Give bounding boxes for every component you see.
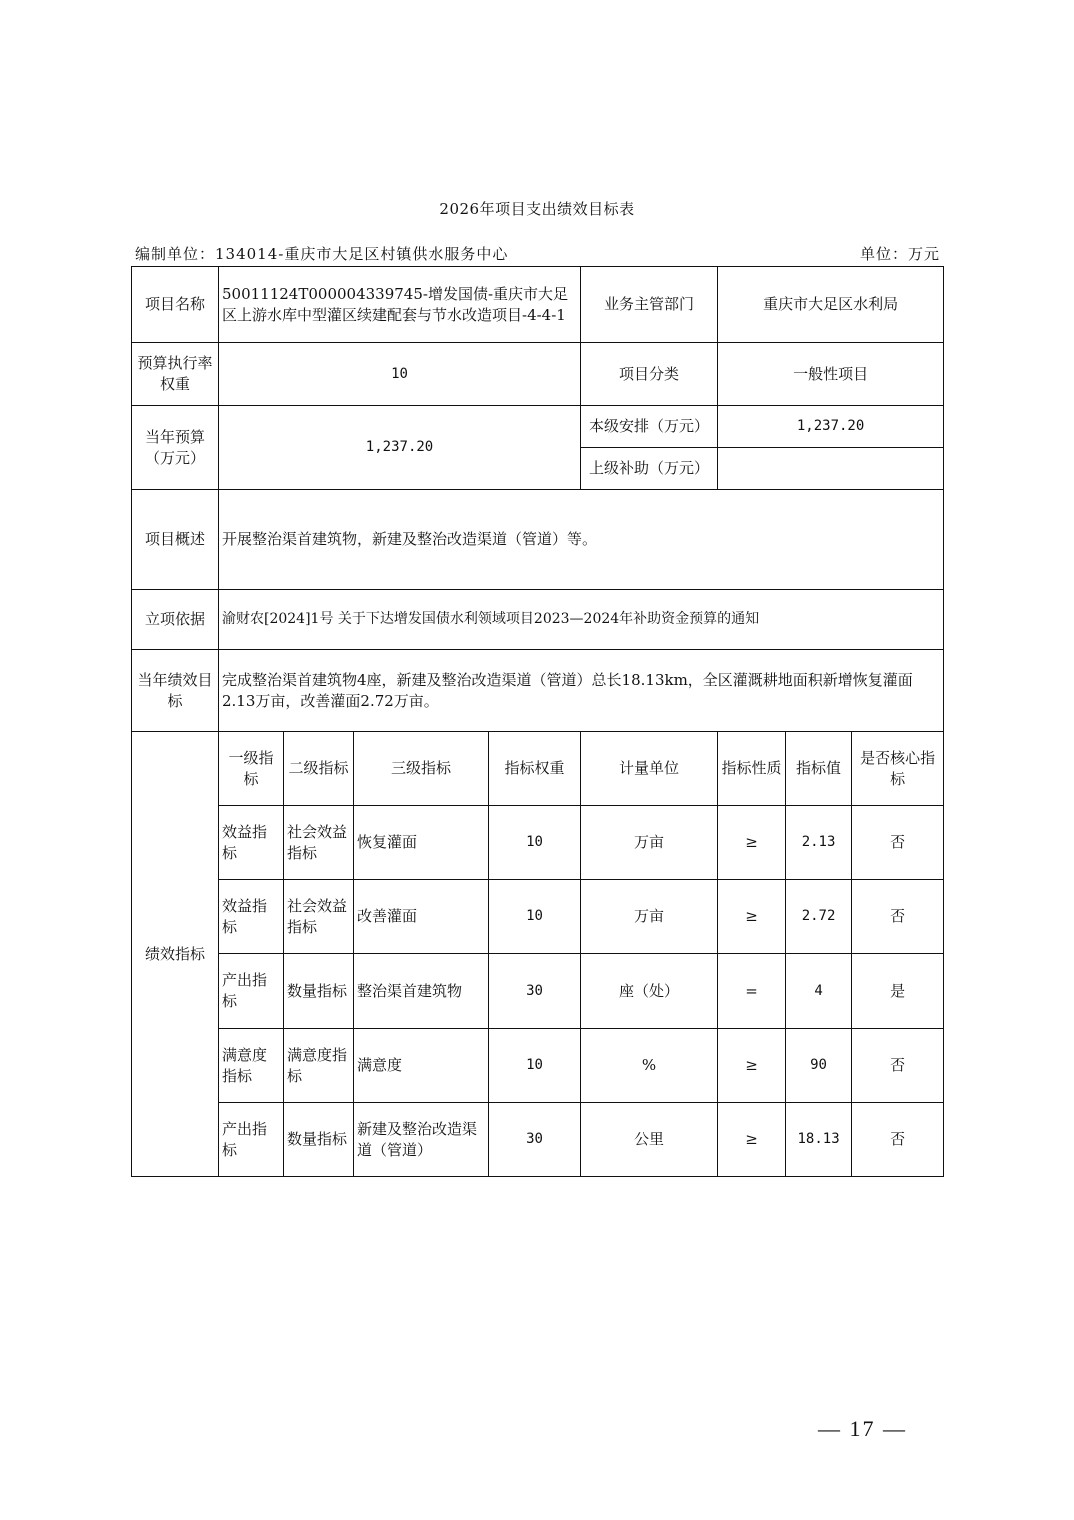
row-unit: 万亩 [581, 880, 718, 954]
header-value: 指标值 [786, 732, 852, 806]
table-row [132, 1029, 944, 1103]
project-name-label: 项目名称 [132, 267, 219, 343]
header-nature: 指标性质 [718, 732, 786, 806]
row-value: 90 [786, 1029, 852, 1103]
basis-label: 立项依据 [132, 590, 219, 650]
table-row [132, 880, 944, 954]
row-weight: 10 [489, 880, 581, 954]
row-core: 否 [852, 1029, 944, 1103]
row-unit: 公里 [581, 1103, 718, 1177]
header-weight: 指标权重 [489, 732, 581, 806]
indicator-header-row [132, 732, 944, 806]
local-value: 1,237.20 [718, 406, 944, 448]
row-value: 18.13 [786, 1103, 852, 1177]
row-nature: ≥ [718, 806, 786, 880]
row-core: 否 [852, 880, 944, 954]
weight-value: 10 [219, 343, 581, 406]
category-label: 项目分类 [581, 343, 718, 406]
row-level3: 新建及整治改造渠道（管道） [354, 1103, 489, 1177]
row-project-name [132, 267, 944, 343]
row-weight: 10 [489, 1029, 581, 1103]
page-number: — 17 — [818, 1416, 907, 1441]
header-level3: 三级指标 [354, 732, 489, 806]
basis-value: 渝财农[2024]1号 关于下达增发国债水利领域项目2023—2024年补助资金预算的通知 [219, 590, 944, 650]
row-level1: 产出指标 [219, 1103, 284, 1177]
row-value: 2.72 [786, 880, 852, 954]
org-line: 编制单位：134014-重庆市大足区村镇供水服务中心 [135, 245, 509, 263]
row-nature: ≥ [718, 1029, 786, 1103]
row-level2: 满意度指标 [284, 1029, 354, 1103]
target-value: 完成整治渠首建筑物4座，新建及整治改造渠道（管道）总长18.13km，全区灌溉耕地面积新增恢复灌面2.13万亩，改善灌面2.72万亩。 [219, 650, 944, 732]
page-title: 2026年项目支出绩效目标表 [439, 200, 635, 218]
row-level1: 满意度指标 [219, 1029, 284, 1103]
row-level2: 社会效益指标 [284, 880, 354, 954]
target-label: 当年绩效目标 [132, 650, 219, 732]
performance-table [131, 266, 944, 1177]
row-budget-local [132, 406, 944, 448]
row-value: 4 [786, 954, 852, 1029]
row-level2: 数量指标 [284, 1103, 354, 1177]
table-row [132, 806, 944, 880]
row-level1: 产出指标 [219, 954, 284, 1029]
row-basis [132, 590, 944, 650]
row-level2: 数量指标 [284, 954, 354, 1029]
table-row [132, 1103, 944, 1177]
upper-label: 上级补助（万元） [581, 448, 718, 490]
dept-label: 业务主管部门 [581, 267, 718, 343]
row-core: 是 [852, 954, 944, 1029]
table-row [132, 954, 944, 1029]
indicators-section-label: 绩效指标 [132, 732, 219, 1177]
row-nature: ≥ [718, 1103, 786, 1177]
row-core: 否 [852, 1103, 944, 1177]
header-level1: 一级指标 [219, 732, 284, 806]
category-value: 一般性项目 [718, 343, 944, 406]
header-level2: 二级指标 [284, 732, 354, 806]
row-unit: 座（处） [581, 954, 718, 1029]
row-level3: 整治渠首建筑物 [354, 954, 489, 1029]
budget-label: 当年预算（万元） [132, 406, 219, 490]
row-weight: 30 [489, 1103, 581, 1177]
row-weight [132, 343, 944, 406]
row-unit: 万亩 [581, 806, 718, 880]
header-unit: 计量单位 [581, 732, 718, 806]
row-level2: 社会效益指标 [284, 806, 354, 880]
row-level3: 改善灌面 [354, 880, 489, 954]
row-level1: 效益指标 [219, 806, 284, 880]
row-core: 否 [852, 806, 944, 880]
local-label: 本级安排（万元） [581, 406, 718, 448]
project-name-value: 50011124T000004339745-增发国债-重庆市大足区上游水库中型灌区续建配套与节水改造项目-4-4-1 [219, 267, 581, 343]
upper-value [718, 448, 944, 490]
overview-label: 项目概述 [132, 490, 219, 590]
row-value: 2.13 [786, 806, 852, 880]
row-level3: 满意度 [354, 1029, 489, 1103]
budget-value: 1,237.20 [219, 406, 581, 490]
row-weight: 10 [489, 806, 581, 880]
row-nature: = [718, 954, 786, 1029]
row-weight: 30 [489, 954, 581, 1029]
overview-value: 开展整治渠首建筑物，新建及整治改造渠道（管道）等。 [219, 490, 944, 590]
header-core: 是否核心指标 [852, 732, 944, 806]
weight-label: 预算执行率权重 [132, 343, 219, 406]
row-unit: % [581, 1029, 718, 1103]
row-overview [132, 490, 944, 590]
dept-value: 重庆市大足区水利局 [718, 267, 944, 343]
row-target [132, 650, 944, 732]
row-level1: 效益指标 [219, 880, 284, 954]
row-nature: ≥ [718, 880, 786, 954]
unit-line: 单位：万元 [860, 245, 941, 263]
row-level3: 恢复灌面 [354, 806, 489, 880]
